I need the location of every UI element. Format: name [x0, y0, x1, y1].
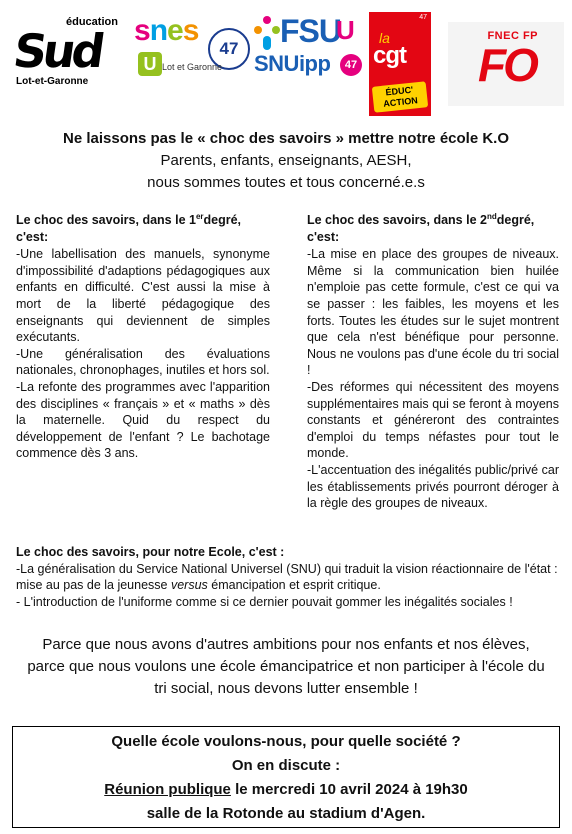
logo-strip	[0, 0, 572, 122]
cgt-word: cgt	[373, 42, 406, 69]
second-degree-title	[307, 212, 559, 245]
meeting-label: Réunion publique	[104, 781, 231, 798]
subtitle-line-2: nous sommes toutes et tous concerné.e.s	[147, 174, 425, 191]
person-icon	[254, 16, 280, 52]
second-degree-point: -La mise en place des groupes de niveaux. Même si la communication bien huilée n'emploie pas cette formule, c'est ce qui va se passer : les faibles, les moyens et les forts. Toutes les études sur le sujet montrent que cela n'est bénéfique pour personne. Nous ne voulons pas d'une école du tri social !	[307, 247, 559, 378]
educaction-badge	[372, 81, 428, 113]
title-text: Le choc des savoirs, dans le 1	[16, 213, 196, 227]
snu-text: émancipation et esprit critique.	[207, 578, 381, 593]
educaction-line1: ÉDUC'	[385, 84, 414, 98]
appeal-line: tri social, nous devons lutter ensemble !	[154, 680, 418, 697]
school-section	[16, 544, 562, 610]
event-meeting	[13, 781, 559, 798]
first-degree-point: -La refonte des programmes avec l'apparition des disciplines « français » et « maths » dès la maternelle. Quid du respect du développement de l'enfant ? Le bachotage commence dès 3 ans.	[16, 379, 270, 461]
first-degree-title	[16, 212, 270, 245]
title-text: degré, c'est:	[307, 213, 535, 244]
meeting-date: le mercredi 10 avril 2024 à 19h30	[230, 781, 468, 798]
appeal-line: parce que nous voulons une école émancipatrice et non participer à l'école du	[27, 658, 545, 675]
snu-text: -La généralisation du Service National Universel (SNU) qui traduit la vision réactionnaire de l'état : mise au pas de la jeunesse	[16, 561, 558, 593]
snes-47-badge: 47	[208, 28, 250, 70]
second-degree-point: -L'accentuation des inégalités public/privé car les établissements privés pourront déroger à la règle des groupes de niveaux.	[307, 462, 559, 511]
first-degree-column	[16, 212, 270, 462]
sud-edu-text: éducation	[66, 16, 118, 28]
second-degree-column	[307, 212, 559, 512]
event-question: Quelle école voulons-nous, pour quelle société ?	[111, 733, 461, 750]
uniform-point: - L'introduction de l'uniforme comme si ce dernier pouvait gommer les inégalités sociales !	[16, 594, 513, 609]
first-degree-point: -Une labellisation des manuels, synonyme d'impossibilité d'adaptions pédagogiques aux enfants en difficulté. C'est aussi la mise à mort de la liberté pédagogique des enseignants qui deviennent de simples exécutants.	[16, 247, 270, 345]
event-place: salle de la Rotonde au stadium d'Agen.	[146, 805, 426, 822]
title-text: degré, c'est:	[16, 213, 242, 244]
fsu-word: FSU	[280, 13, 341, 49]
snuipp-47-badge: 47	[340, 54, 362, 76]
snes-u-mark: U	[138, 52, 162, 76]
page-title: Ne laissons pas le « choc des savoirs » mettre notre école K.O	[62, 130, 510, 147]
snes-letter: n	[149, 14, 168, 47]
cgt-educaction-logo	[369, 12, 431, 116]
snes-letter: e	[167, 14, 183, 47]
title-text: Le choc des savoirs, dans le 2	[307, 213, 487, 227]
cgt-la: la	[379, 30, 390, 46]
fnec-fp-text: FNEC FP	[487, 30, 538, 42]
appeal-line: Parce que nous avons d'autres ambitions pour nos enfants et nos élèves,	[42, 636, 530, 653]
school-section-title: Le choc des savoirs, pour notre Ecole, c'est :	[16, 545, 285, 559]
snes-letter: s	[182, 14, 199, 47]
snu-point	[16, 561, 562, 594]
snes-fsu-logo	[134, 16, 252, 82]
fsu-snuipp-logo	[254, 14, 364, 84]
first-degree-point: -Une généralisation des évaluations nationales, chronophages, inutiles et hors sol.	[16, 346, 270, 378]
title-superscript: nd	[486, 211, 497, 221]
title-superscript: er	[195, 211, 204, 221]
sud-sub-text: Lot-et-Garonne	[16, 76, 89, 87]
appeal-paragraph	[20, 634, 552, 700]
subtitle-line-1: Parents, enfants, enseignants, AESH,	[160, 152, 412, 169]
sud-mark: Sud	[10, 24, 105, 78]
fo-fnec-logo	[448, 22, 564, 106]
snuipp-word: SNUipp	[254, 51, 331, 76]
snes-letter: s	[134, 14, 150, 47]
snu-italic: versus	[170, 578, 208, 593]
educaction-line2: ACTION	[382, 95, 419, 109]
fo-word: FO	[478, 39, 536, 91]
event-discuss: On en discute :	[231, 757, 341, 774]
snes-word	[134, 16, 198, 46]
fsu-u-mark: U	[336, 15, 355, 45]
event-box	[12, 726, 560, 828]
sud-education-logo	[10, 14, 120, 87]
second-degree-point: -Des réformes qui nécessitent des moyens supplémentaires mais qui se feront à moyens constants et généreront des contraintes d'emploi du temps néfastes pour tout le monde.	[307, 379, 559, 461]
cgt-number: 47	[419, 14, 427, 21]
snes-sub-text: Lot et Garonne	[162, 62, 223, 72]
